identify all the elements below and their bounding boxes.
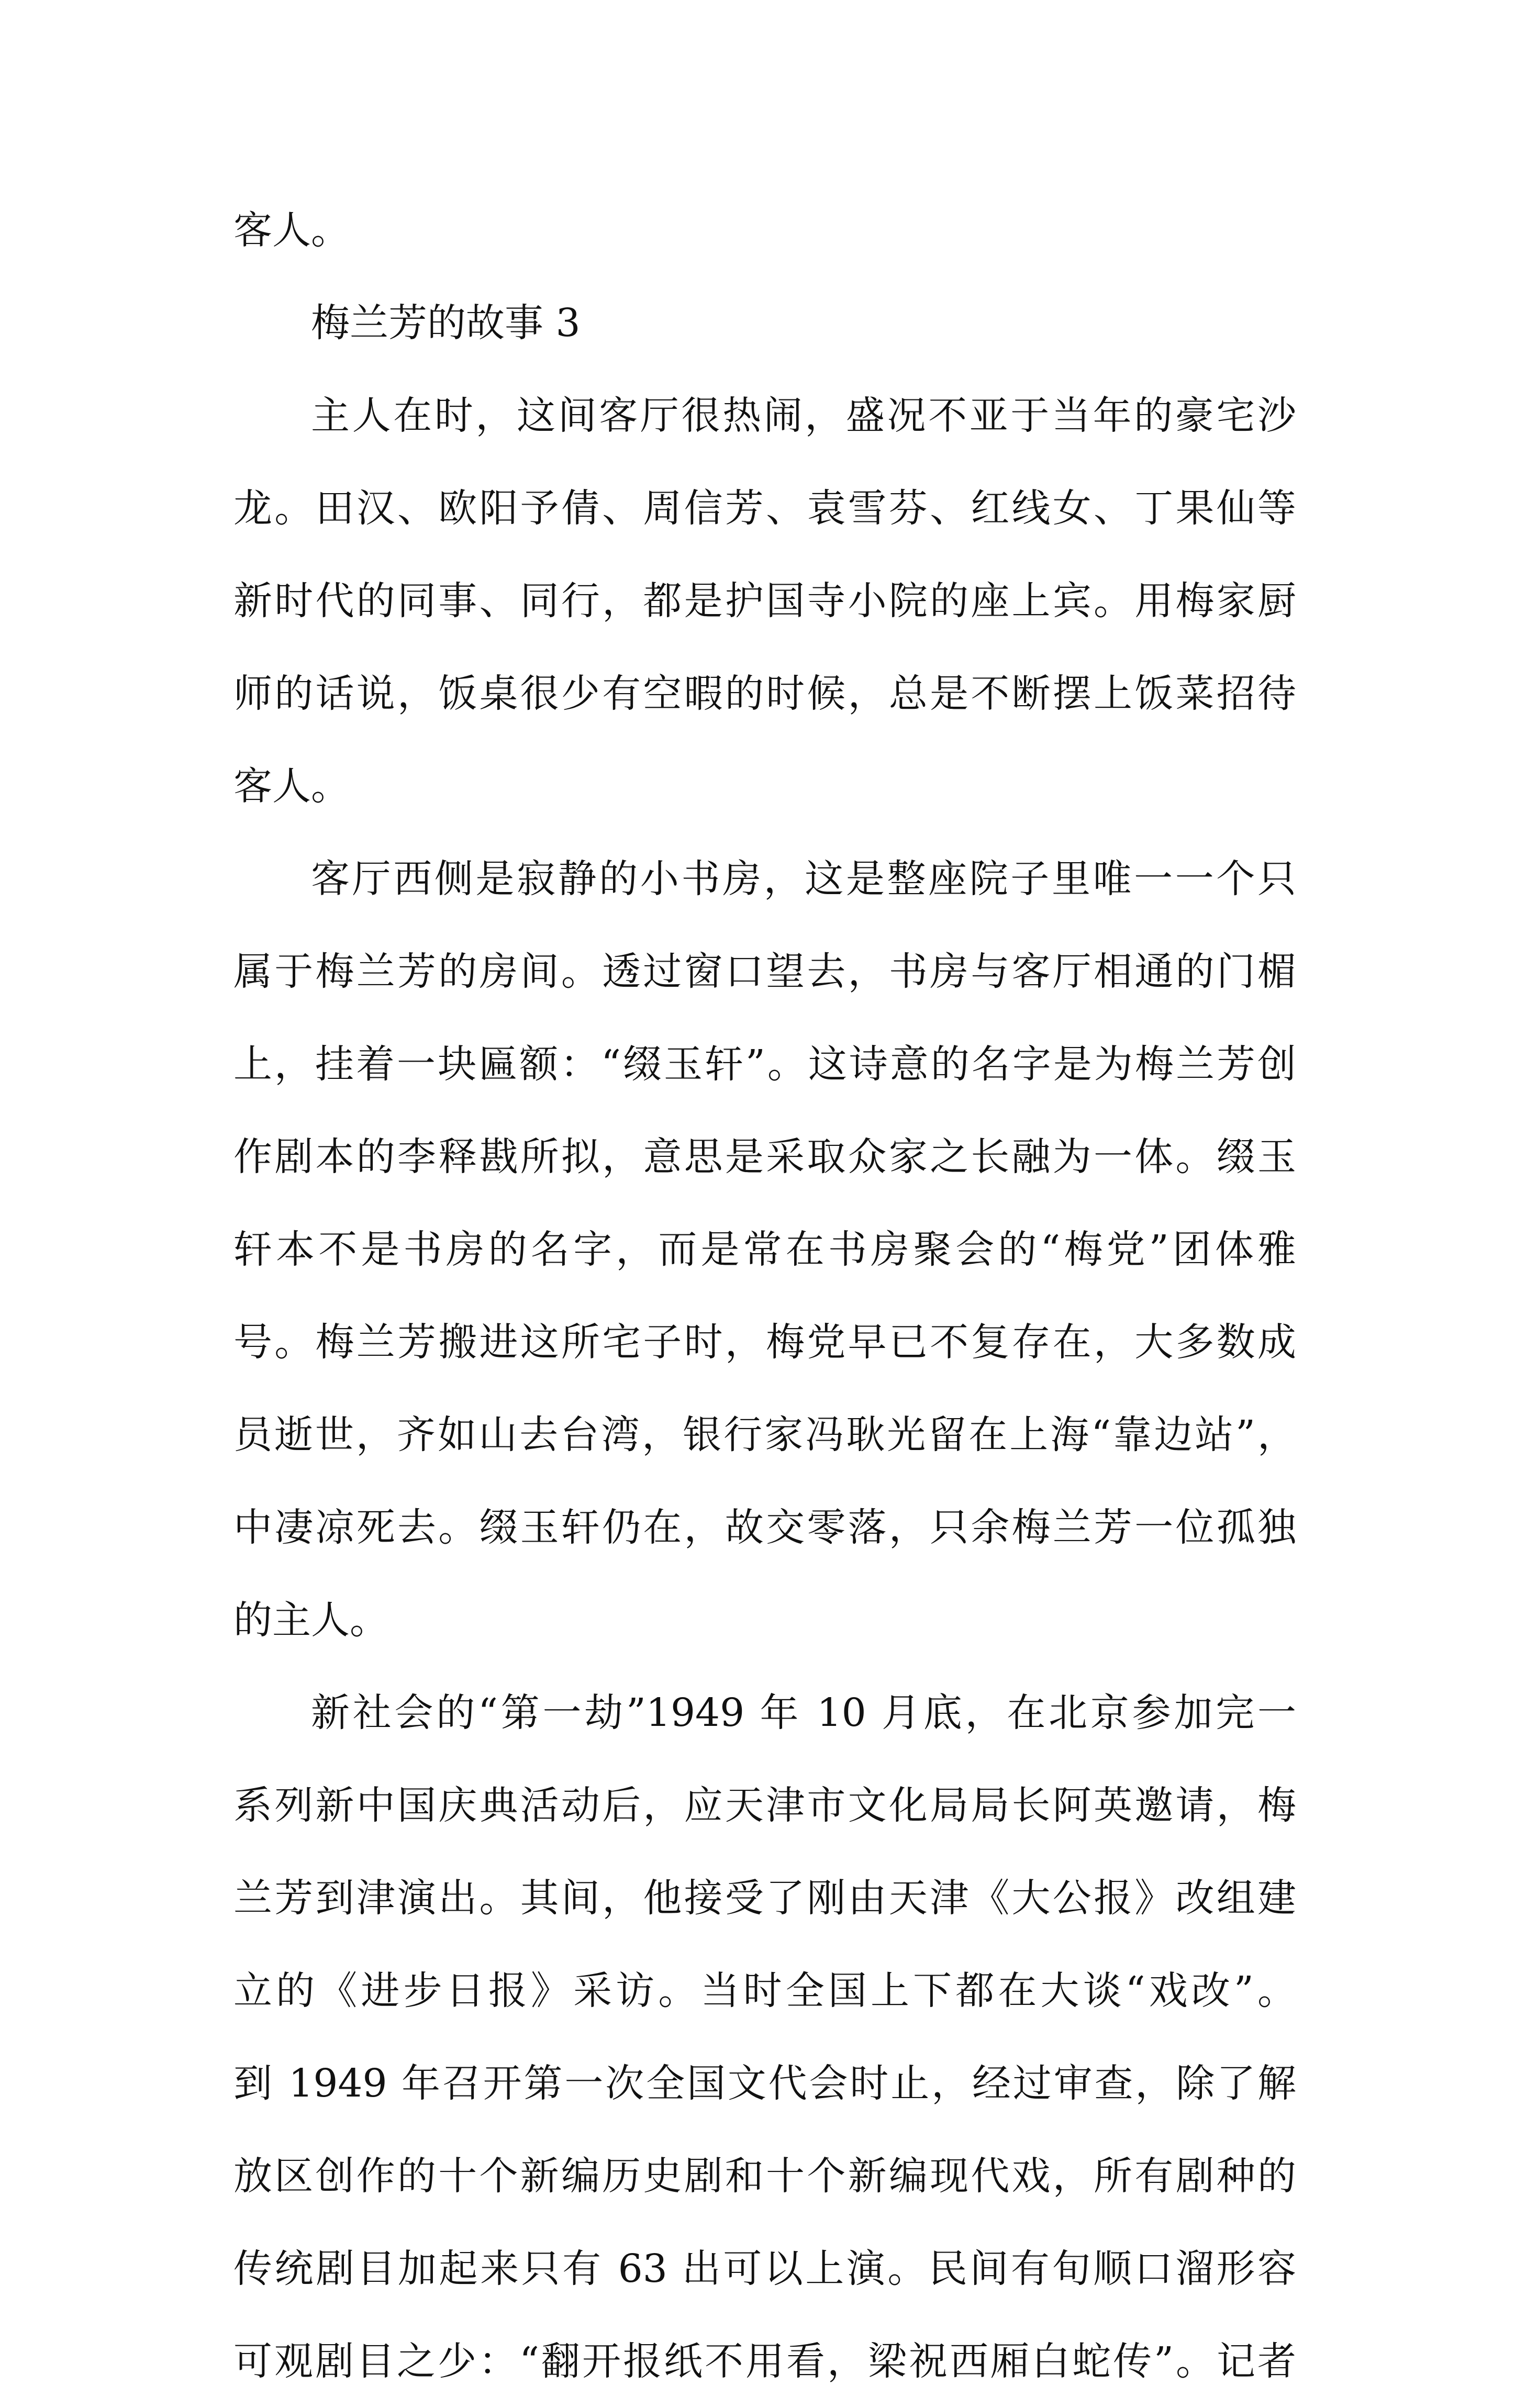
text-line: 立的《进步日报》采访。当时全国上下都在大谈“戏改”。 xyxy=(233,1968,1296,2013)
text-line: 兰芳到津演出。其间，他接受了刚由天津《大公报》改组建 xyxy=(233,1876,1296,1921)
section-heading: 梅兰芳的故事 3 xyxy=(311,300,581,345)
text-line: 系列新中国庆典活动后，应天津市文化局局长阿英邀请，梅 xyxy=(233,1783,1296,1828)
body-text xyxy=(233,184,1296,2408)
text-line: 到 1949 年召开第一次全国文代会时止，经过审查，除了解 xyxy=(233,2061,1296,2106)
text-line: 主人在时，这间客厅很热闹，盛况不亚于当年的豪宅沙 xyxy=(311,393,1296,438)
text-line: 放区创作的十个新编历史剧和十个新编现代戏，所有剧种的 xyxy=(233,2154,1296,2199)
text-line: 新社会的“第一劫”1949 年 10 月底，在北京参加完一 xyxy=(311,1690,1296,1735)
text-line: 龙。田汉、欧阳予倩、周信芳、袁雪芬、红线女、丁果仙等 xyxy=(233,486,1296,531)
text-line: 员逝世，齐如山去台湾，银行家冯耿光留在上海“靠边站”， xyxy=(233,1412,1296,1457)
text-line: 作剧本的李释戡所拟，意思是采取众家之长融为一体。缀玉 xyxy=(233,1134,1296,1179)
text-line: 号。梅兰芳搬进这所宅子时，梅党早已不复存在，大多数成 xyxy=(233,1320,1296,1365)
text-line: 客人。 xyxy=(233,208,350,253)
text-line: 客厅西侧是寂静的小书房，这是整座院子里唯一一个只 xyxy=(311,856,1296,901)
text-line: 可观剧目之少：“翻开报纸不用看，梁祝西厢白蛇传”。记者 xyxy=(233,2339,1296,2384)
text-line: 属于梅兰芳的房间。透过窗口望去，书房与客厅相通的门楣 xyxy=(233,949,1296,994)
text-line: 传统剧目加起来只有 63 出可以上演。民间有旬顺口溜形容 xyxy=(233,2246,1296,2291)
text-line: 的主人。 xyxy=(233,1598,388,1643)
text-line: 中凄凉死去。缀玉轩仍在，故交零落，只余梅兰芳一位孤独 xyxy=(233,1505,1296,1550)
text-line: 上，挂着一块匾额：“缀玉轩”。这诗意的名字是为梅兰芳创 xyxy=(233,1042,1296,1087)
text-line: 师的话说，饭桌很少有空暇的时候，总是不断摆上饭菜招待 xyxy=(233,671,1296,716)
text-line: 轩本不是书房的名字，而是常在书房聚会的“梅党”团体雅 xyxy=(233,1227,1296,1272)
text-line: 新时代的同事、同行，都是护国寺小院的座上宾。用梅家厨 xyxy=(233,578,1296,623)
text-line: 客人。 xyxy=(233,764,350,809)
